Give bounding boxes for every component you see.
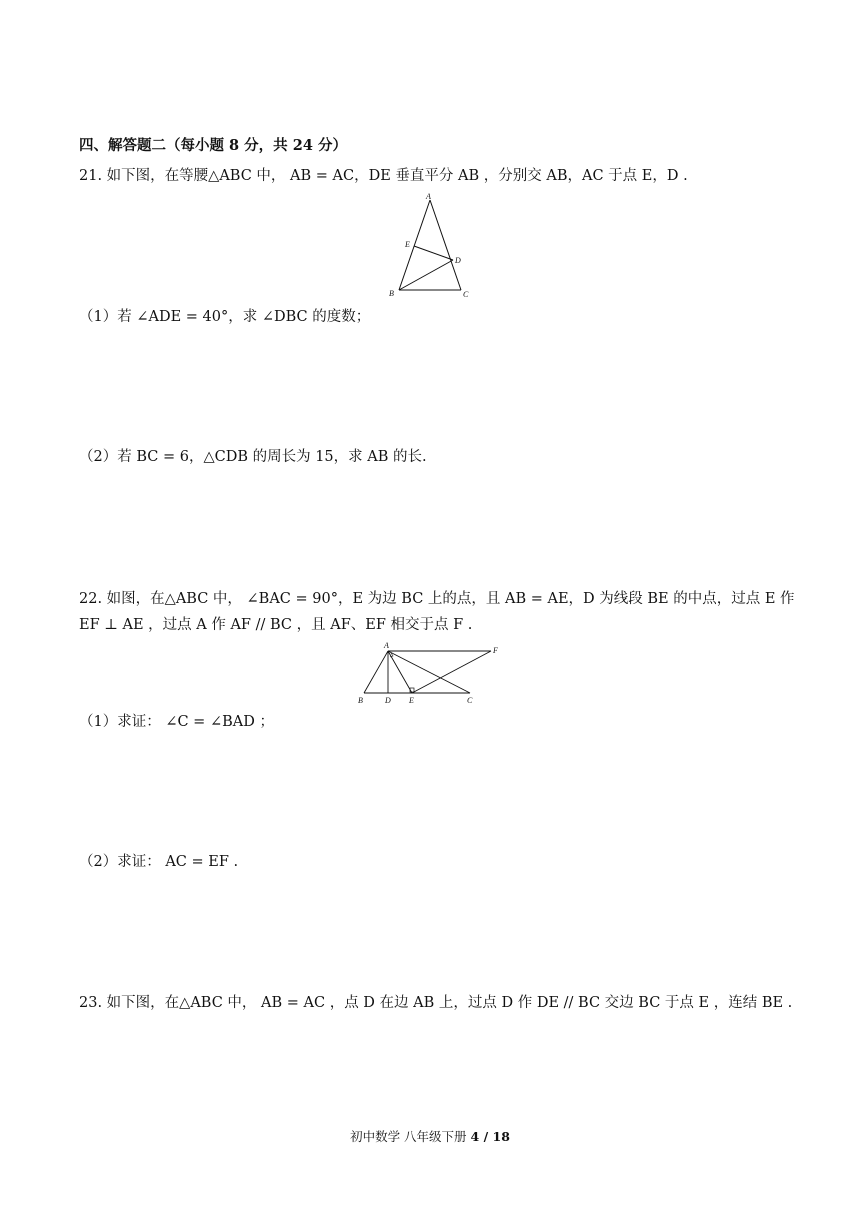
q22-triangle-figure xyxy=(352,640,512,706)
q22-label-d: D xyxy=(385,696,391,705)
q21-triangle-figure xyxy=(385,190,475,302)
q22-stem-line2: EF ⊥ AE ，过点 A 作 AF // BC ，且 AF、EF 相交于点 F . xyxy=(79,617,473,633)
q23-stem: 23. 如下图，在△ABC 中， AB = AC ，点 D 在边 AB 上，过点 D 作 DE // BC 交边 BC 于点 E ，连结 BE . xyxy=(79,995,793,1011)
q21-stem: 21. 如下图，在等腰△ABC 中， AB = AC，DE 垂直平分 AB ，分别交 AB，AC 于点 E，D . xyxy=(79,168,688,184)
q21-part2: （2）若 BC = 6，△CDB 的周长为 15，求 AB 的长. xyxy=(79,449,427,465)
q22-label-c: C xyxy=(467,696,473,705)
q22-part1: （1）求证： ∠C = ∠BAD ； xyxy=(79,714,274,730)
q21-part1: （1）若 ∠ADE = 40°，求 ∠DBC 的度数； xyxy=(79,309,371,325)
section-heading: 四、解答题二（每小题 8 分，共 24 分） xyxy=(79,137,347,154)
q22-label-b: B xyxy=(358,696,363,705)
q21-label-d: D xyxy=(455,256,461,265)
q22-label-a: A xyxy=(384,641,389,650)
q21-label-e: E xyxy=(405,240,410,249)
q21-label-a: A xyxy=(426,192,431,201)
q22-label-f: F xyxy=(493,646,498,655)
page-number: 4 / 18 xyxy=(470,1129,510,1144)
q21-label-b: B xyxy=(389,289,394,298)
q22-part2: （2）求证： AC = EF . xyxy=(79,854,239,870)
q22-label-e: E xyxy=(409,696,414,705)
q22-stem-line1: 22. 如图，在△ABC 中， ∠BAC = 90°，E 为边 BC 上的点，且 AB = AE，D 为线段 BE 的中点，过点 E 作 xyxy=(79,591,795,607)
page-footer xyxy=(0,1128,860,1146)
footer-text: 初中数学 八年级下册 xyxy=(350,1129,467,1144)
q21-label-c: C xyxy=(463,290,469,299)
